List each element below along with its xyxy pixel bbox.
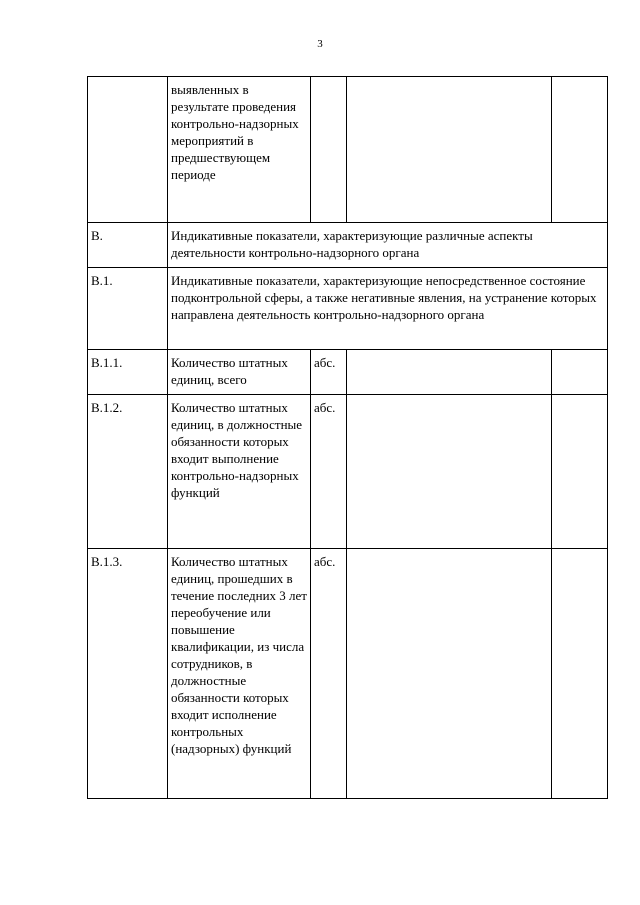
row-code: В.1.3. — [88, 549, 168, 799]
row-note — [552, 395, 608, 549]
row-name: Количество штатных единиц, в должностные обязанности которых входит выполнение контрольно-надзорных функций — [168, 395, 311, 549]
table-row — [88, 395, 608, 549]
table-row — [88, 268, 608, 350]
row-unit — [311, 77, 347, 223]
table-row — [88, 223, 608, 268]
row-code: В. — [88, 223, 168, 268]
row-unit: абс. — [311, 549, 347, 799]
row-note — [552, 549, 608, 799]
page-number: 3 — [317, 38, 323, 50]
row-note — [552, 350, 608, 395]
row-code — [88, 77, 168, 223]
row-note — [552, 77, 608, 223]
table-row — [88, 77, 608, 223]
row-code: В.1. — [88, 268, 168, 350]
row-value — [347, 350, 552, 395]
row-code: В.1.1. — [88, 350, 168, 395]
row-value — [347, 77, 552, 223]
row-name: Индикативные показатели, характеризующие непосредственное состояние подконтрольной сферы, а также негативные явления, на устранение которых направлена деятельность контрольно-надзорного органа — [168, 268, 608, 350]
row-unit: абс. — [311, 350, 347, 395]
indicator-table — [87, 76, 608, 799]
row-name: Индикативные показатели, характеризующие различные аспекты деятельности контрольно-надзорного органа — [168, 223, 608, 268]
row-value — [347, 549, 552, 799]
row-name: Количество штатных единиц, прошедших в течение последних 3 лет переобучение или повышение квалификации, из числа сотрудников, в должностные обязанности которых входит исполнение контрольных (надзорных) функций — [168, 549, 311, 799]
row-code: В.1.2. — [88, 395, 168, 549]
table-row — [88, 350, 608, 395]
row-name: Количество штатных единиц, всего — [168, 350, 311, 395]
table-row — [88, 549, 608, 799]
row-unit: абс. — [311, 395, 347, 549]
row-name: выявленных в результате проведения контрольно-надзорных мероприятий в предшествующем периоде — [168, 77, 311, 223]
row-value — [347, 395, 552, 549]
